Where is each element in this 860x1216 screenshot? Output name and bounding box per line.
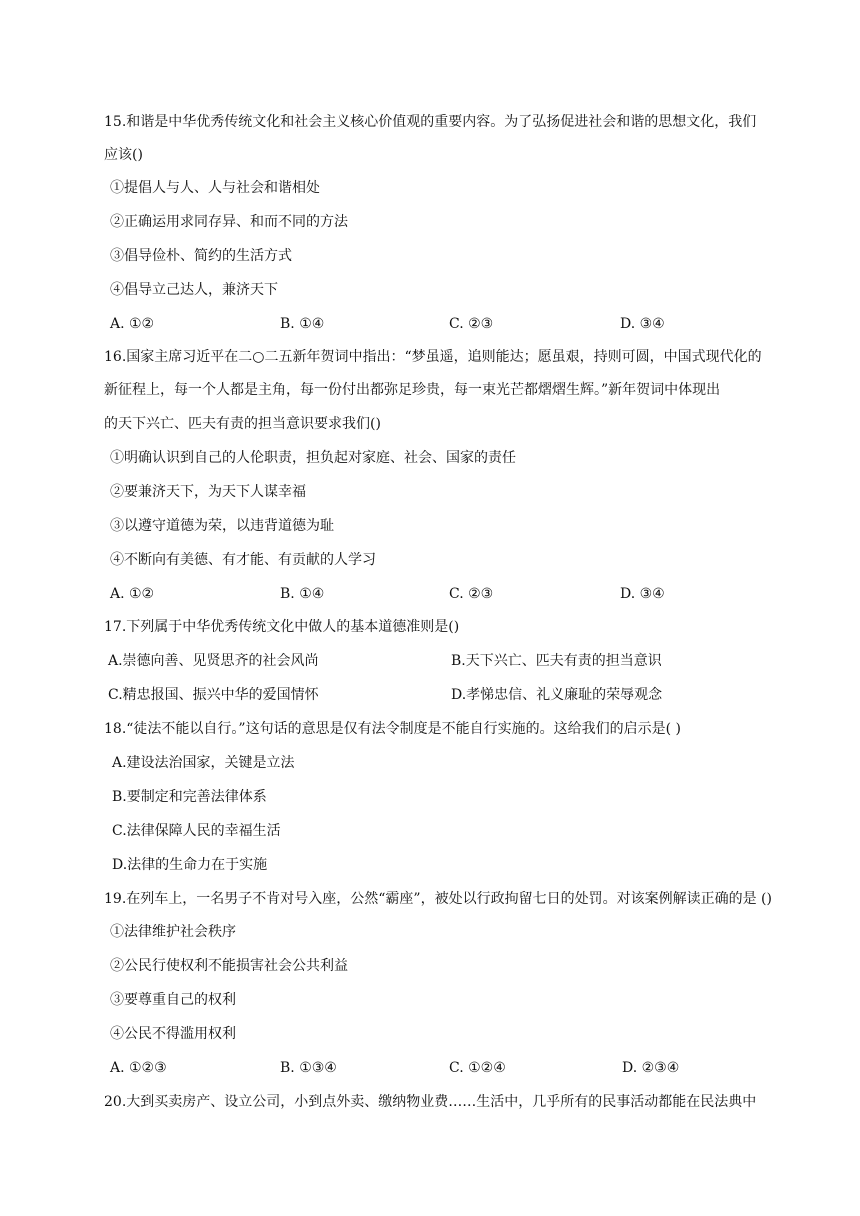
answer-choice-b[interactable]: B.要制定和完善法律体系 bbox=[112, 789, 267, 805]
statement-item: ②公民行使权利不能损害社会公共利益 bbox=[110, 958, 348, 974]
answer-choice-d[interactable]: D. ③④ bbox=[620, 316, 665, 332]
statement-item: ③倡导俭朴、简约的生活方式 bbox=[110, 248, 292, 264]
answer-choice-c[interactable]: C. ②③ bbox=[449, 586, 494, 602]
question-stem-line: 16.国家主席习近平在二○二五新年贺词中指出：“梦虽遥，追则能达；愿虽艰，持则可圆，中国式现代化的 bbox=[104, 349, 762, 365]
answer-choice-d[interactable]: D.孝悌忠信、礼义廉耻的荣辱观念 bbox=[451, 687, 663, 703]
answer-choice-b[interactable]: B. ①③④ bbox=[280, 1060, 337, 1076]
answer-choice-c[interactable]: C.精忠报国、振兴中华的爱国情怀 bbox=[108, 687, 319, 703]
answer-choice-a[interactable]: A. ①② bbox=[110, 316, 155, 332]
answer-choice-c[interactable]: C. ②③ bbox=[449, 316, 494, 332]
question-stem-line: 应该() bbox=[104, 147, 143, 163]
statement-item: ④公民不得滥用权利 bbox=[110, 1026, 236, 1042]
question-stem-line: 新征程上，每一个人都是主角，每一份付出都弥足珍贵，每一束光芒都熠熠生辉。”新年贺词中体现出 bbox=[104, 382, 721, 398]
statement-item: ②正确运用求同存异、和而不同的方法 bbox=[110, 214, 348, 230]
answer-choice-b[interactable]: B.天下兴亡、匹夫有责的担当意识 bbox=[451, 653, 662, 669]
statement-item: ①提倡人与人、人与社会和谐相处 bbox=[110, 180, 320, 196]
answer-choice-d[interactable]: D. ③④ bbox=[620, 586, 665, 602]
statement-item: ④倡导立己达人，兼济天下 bbox=[110, 282, 278, 298]
question-stem-line: 20.大到买卖房产、设立公司，小到点外卖、缴纳物业费……生活中，几乎所有的民事活动都能在民法典中 bbox=[104, 1094, 757, 1110]
answer-choice-c[interactable]: C. ①②④ bbox=[449, 1060, 506, 1076]
statement-item: ①明确认识到自己的人伦职责，担负起对家庭、社会、国家的责任 bbox=[110, 450, 516, 466]
answer-choice-a[interactable]: A.崇德向善、见贤思齐的社会风尚 bbox=[108, 653, 319, 669]
statement-item: ④不断向有美德、有才能、有贡献的人学习 bbox=[110, 552, 376, 568]
question-stem-line: 15.和谐是中华优秀传统文化和社会主义核心价值观的重要内容。为了弘扬促进社会和谐的思想文化，我们 bbox=[104, 114, 757, 130]
answer-choice-a[interactable]: A. ①②③ bbox=[110, 1060, 167, 1076]
question-stem-line: 19.在列车上，一名男子不肯对号入座，公然“霸座”，被处以行政拘留七日的处罚。对该案例解读正确的是 () bbox=[104, 891, 772, 907]
statement-item: ③要尊重自己的权利 bbox=[110, 992, 236, 1008]
answer-choice-c[interactable]: C.法律保障人民的幸福生活 bbox=[112, 823, 281, 839]
answer-choice-a[interactable]: A. ①② bbox=[110, 586, 155, 602]
question-stem-line: 18.“徒法不能以自行。”这句话的意思是仅有法令制度是不能自行实施的。这给我们的启示是( ) bbox=[104, 721, 681, 737]
statement-item: ①法律维护社会秩序 bbox=[110, 924, 236, 940]
statement-item: ②要兼济天下，为天下人谋幸福 bbox=[110, 484, 306, 500]
answer-choice-d[interactable]: D. ②③④ bbox=[622, 1060, 680, 1076]
question-stem-line: 17.下列属于中华优秀传统文化中做人的基本道德准则是() bbox=[104, 619, 460, 635]
answer-choice-b[interactable]: B. ①④ bbox=[280, 586, 325, 602]
statement-item: ③以遵守道德为荣，以违背道德为耻 bbox=[110, 518, 334, 534]
answer-choice-d[interactable]: D.法律的生命力在于实施 bbox=[112, 857, 268, 873]
question-stem-line: 的天下兴亡、匹夫有责的担当意识要求我们() bbox=[104, 416, 381, 432]
answer-choice-b[interactable]: B. ①④ bbox=[280, 316, 325, 332]
answer-choice-a[interactable]: A.建设法治国家，关键是立法 bbox=[112, 755, 295, 771]
